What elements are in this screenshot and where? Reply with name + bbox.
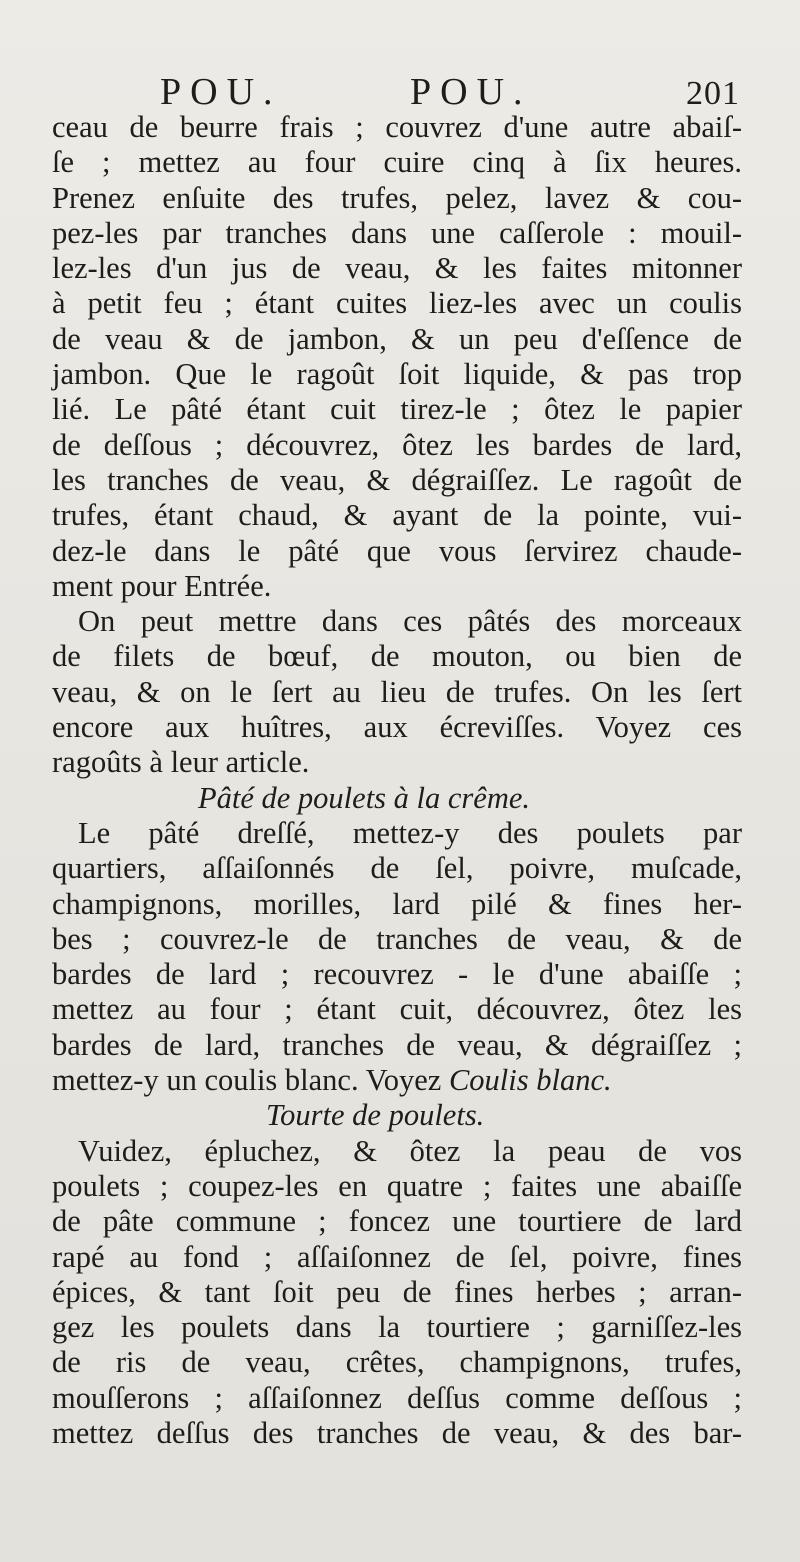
text-line: bardes de lard, tranches de veau, & dégraiſſez ;: [52, 1027, 742, 1062]
text-line: On peut mettre dans ces pâtés des morceaux: [78, 604, 742, 639]
text-line: jambon. Que le ragoût ſoit liquide, & pas trop: [52, 357, 742, 392]
running-header: [0, 70, 800, 114]
text-line: ment pour Entrée.: [52, 568, 272, 603]
section-heading: Pâté de poulets à la crême.: [198, 780, 531, 815]
text-line: quartiers, aſſaiſonnés de ſel, poivre, muſcade,: [52, 851, 742, 886]
text-line: de ris de veau, crêtes, champignons, trufes,: [52, 1345, 742, 1380]
text-line-prefix: mettez-y un coulis blanc. Voyez: [52, 1063, 449, 1098]
text-line: bardes de lard ; recouvrez - le d'une abaiſſe ;: [52, 957, 742, 992]
header-left-word: POU.: [160, 71, 282, 113]
text-line: [52, 1063, 742, 1098]
text-line: trufes, étant chaud, & ayant de la pointe, vui-: [52, 498, 742, 533]
header-right-word: POU.: [410, 71, 532, 113]
text-line: lié. Le pâté étant cuit tirez-le ; ôtez le papier: [52, 392, 742, 427]
text-line: lez-les d'un jus de veau, & les faites mitonner: [52, 251, 742, 286]
section-heading: Tourte de poulets.: [266, 1098, 485, 1133]
text-line: de pâte commune ; foncez une tourtiere de lard: [52, 1204, 742, 1239]
text-line: encore aux huîtres, aux écreviſſes. Voyez ces: [52, 710, 742, 745]
page-number: 201: [686, 75, 740, 112]
text-line: mettez deſſus des tranches de veau, & des bar-: [52, 1415, 742, 1450]
text-line: ceau de beurre frais ; couvrez d'une autre abaiſ-: [52, 110, 742, 144]
text-line: épices, & tant ſoit peu de fines herbes ; arran-: [52, 1274, 742, 1309]
text-line: à petit feu ; étant cuites liez-les avec un coulis: [52, 286, 742, 321]
text-line: pez-les par tranches dans une caſſerole : mouil-: [52, 215, 742, 250]
text-line: bes ; couvrez-le de tranches de veau, & de: [52, 921, 742, 956]
text-line: ragoûts à leur article.: [52, 745, 310, 780]
text-line: de deſſous ; découvrez, ôtez les bardes de lard,: [52, 427, 742, 462]
text-line: gez les poulets dans la tourtiere ; garniſſez-les: [52, 1310, 742, 1345]
text-line: mettez au four ; étant cuit, découvrez, ôtez les: [52, 992, 742, 1027]
text-line: mouſſerons ; aſſaiſonnez deſſus comme deſſous ;: [52, 1380, 742, 1415]
text-line: de veau & de jambon, & un peu d'eſſence de: [52, 321, 742, 356]
text-line: dez-le dans le pâté que vous ſervirez chaude-: [52, 533, 742, 568]
text-line: les tranches de veau, & dégraiſſez. Le ragoût de: [52, 462, 742, 497]
text-line: veau, & on le ſert au lieu de trufes. On les ſert: [52, 674, 742, 709]
cross-reference: Coulis blanc.: [448, 1063, 612, 1098]
text-line: rapé au fond ; aſſaiſonnez de ſel, poivre, fines: [52, 1239, 742, 1274]
text-line: poulets ; coupez-les en quatre ; faites une abaiſſe: [52, 1168, 742, 1203]
text-line: champignons, morilles, lard pilé & fines her-: [52, 886, 742, 921]
text-line: de filets de bœuf, de mouton, ou bien de: [52, 639, 742, 674]
body-text: [52, 110, 742, 1451]
text-line: Prenez enſuite des trufes, pelez, lavez & cou-: [52, 180, 742, 215]
text-line: Le pâté dreſſé, mettez-y des poulets par: [78, 815, 742, 850]
text-line: ſe ; mettez au four cuire cinq à ſix heures.: [52, 145, 742, 180]
text-line: Vuidez, épluchez, & ôtez la peau de vos: [78, 1133, 742, 1168]
